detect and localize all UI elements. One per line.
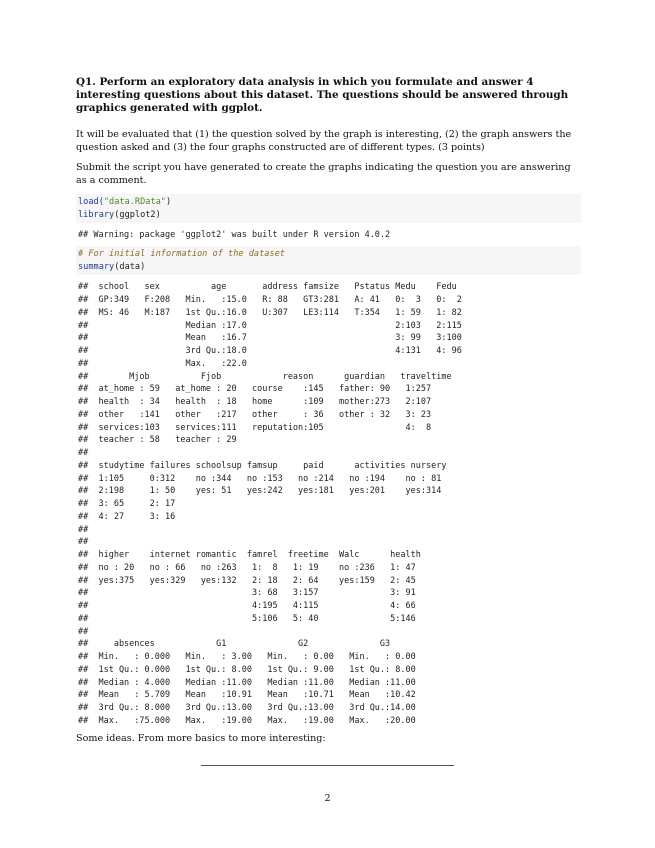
output-line: ## Mjob Fjob reason guardian traveltime [78,371,452,382]
evaluation-paragraph: It will be evaluated that (1) the question solved by the graph is interesting, (2) the graph answers the question asked and (3) the four graphs constructed are of different types. (3 points) [76,128,572,154]
output-line: ## 4: 27 3: 16 [78,511,176,522]
output-line: ## Max. :75.000 Max. :19.00 Max. :19.00 Max. :20.00 [78,715,416,726]
output-line: ## [78,524,89,535]
output-line: ## 3: 68 3:157 3: 91 [78,588,416,599]
output-line: ## MS: 46 M:187 1st Qu.:16.0 U:307 LE3:114 T:354 1: 59 1: 82 [78,307,462,318]
output-line: ## 1st Qu.: 0.000 1st Qu.: 8.00 1st Qu.: 9.00 1st Qu.: 8.00 [78,664,416,675]
output-line: ## 2:198 1: 50 yes: 51 yes:242 yes:181 yes:201 yes:314 [78,486,442,497]
output-line: ## Min. : 0.000 Min. : 3.00 Min. : 0.00 Min. : 0.00 [78,652,416,663]
output-line: ## services:103 services:111 reputation:105 4: 8 [78,422,432,433]
output-line: ## absences G1 G2 G3 [78,639,391,650]
output-line: ## 3: 65 2: 17 [78,499,176,510]
output-line: ## teacher : 58 teacher : 29 [78,435,237,446]
output-line: ## Median :17.0 2:103 2:115 [78,320,462,331]
output-line: ## no : 20 no : 66 no :263 1: 8 1: 19 no :236 1: 47 [78,562,416,573]
output-line: ## [78,537,89,548]
output-line: ## Median : 4.000 Median :11.00 Median :11.00 Median :11.00 [78,677,416,688]
output-line: ## health : 34 health : 18 home :109 mother:273 2:107 [78,397,432,408]
output-line: ## 5:106 5: 40 5:146 [78,613,416,624]
output-line: ## 1:105 0:312 no :344 no :153 no :214 no :194 no : 81 [78,473,442,484]
output-line: ## Mean :16.7 3: 99 3:100 [78,333,462,344]
submit-paragraph: Submit the script you have generated to create the graphs indicating the question you are answering as a comment. [76,161,571,187]
ideas-paragraph: Some ideas. From more basics to more interesting: [76,732,326,744]
output-line: ## Max. :22.0 [78,358,247,369]
output-line: ## other :141 other :217 other : 36 other : 32 3: 23 [78,409,432,420]
output-line: ## [78,626,89,637]
output-line: ## Mean : 5.709 Mean :10.91 Mean :10.71 Mean :10.42 [78,690,416,701]
page-number: 2 [324,793,331,804]
output-line: ## studytime failures schoolsup famsup paid activities nursery [78,460,447,471]
warning-output [76,229,581,242]
output-line: ## school sex age address famsize Pstatus Medu Fedu [78,282,457,293]
load-string: "data.RData" [103,196,166,207]
code-block-summary [76,246,581,275]
code-block-load [76,194,581,223]
warning-line: ## Warning: package 'ggplot2' was built under R version 4.0.2 [78,230,391,241]
library-line [78,209,579,222]
summary-arg: (data) [114,261,146,272]
page-content [76,76,581,751]
comment-line [78,248,579,261]
output-line: ## GP:349 F:208 Min. :15.0 R: 88 GT3:281 A: 41 0: 3 0: 2 [78,295,462,306]
code-comment: # For initial information of the dataset [78,249,285,260]
output-line: ## 3rd Qu.: 8.000 3rd Qu.:13.00 3rd Qu.:13.00 3rd Qu.:14.00 [78,703,416,714]
question-heading: Q1. Perform an exploratory data analysis in which you formulate and answer 4 interesting questions about this dataset. The questions should be answered through graphics generated with ggplot. [76,76,569,115]
library-function: library [78,209,115,220]
summary-function: summary [78,261,115,272]
summary-output [76,281,581,727]
load-function: load( [78,196,104,207]
output-line: ## yes:375 yes:329 yes:132 2: 18 2: 64 yes:159 2: 45 [78,575,416,586]
library-arg: (ggplot2) [114,209,161,220]
load-close: ) [165,196,172,207]
output-line: ## 4:195 4:115 4: 66 [78,601,416,612]
load-line [78,196,579,209]
summary-line [78,261,579,274]
output-line: ## at_home : 59 at_home : 20 course :145 father: 90 1:257 [78,384,432,395]
output-line: ## [78,448,89,459]
horizontal-rule [201,765,454,766]
output-line: ## higher internet romantic famrel freetime Walc health [78,550,421,561]
output-line: ## 3rd Qu.:18.0 4:131 4: 96 [78,346,462,357]
